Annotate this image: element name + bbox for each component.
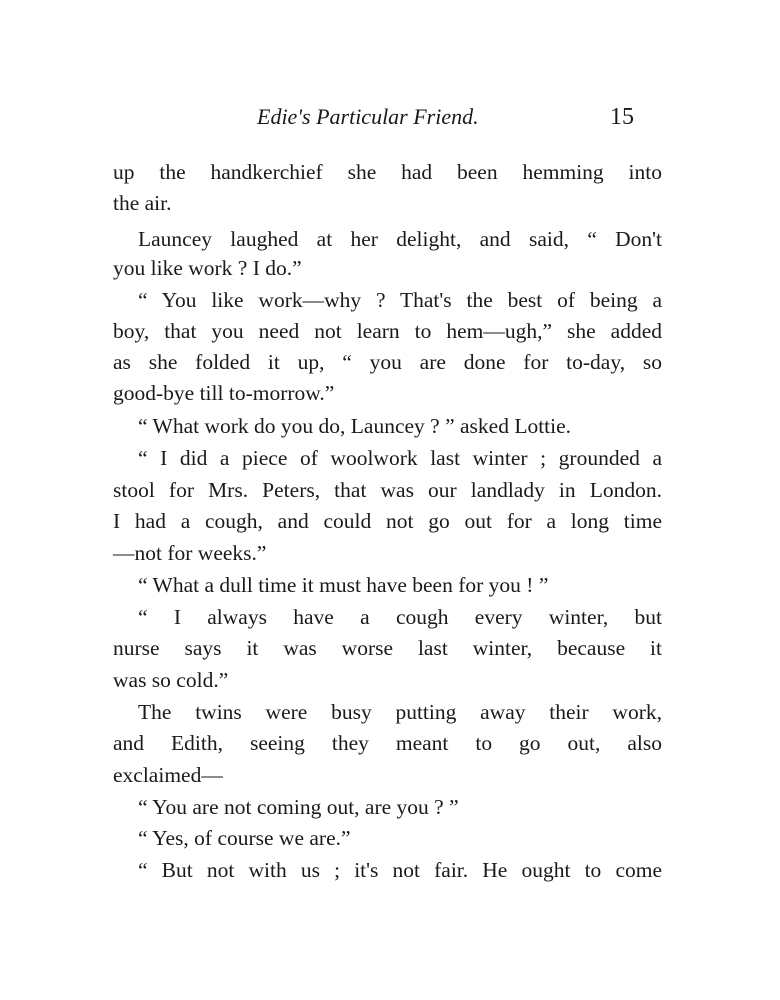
text-line: “ You like work—why ? That's the best of being a (138, 288, 662, 312)
text-line: Launcey laughed at her delight, and said, “ Don't (138, 227, 662, 251)
text-line: “ You are not coming out, are you ? ” (138, 795, 459, 819)
text-line: up the handkerchief she had been hemming into (113, 160, 662, 184)
text-line: “ Yes, of course we are.” (138, 826, 351, 850)
running-title: Edie's Particular Friend. (257, 104, 479, 129)
text-line: nurse says it was worse last winter, because it (113, 636, 662, 660)
text-line: The twins were busy putting away their work, (138, 700, 662, 724)
text-line: “ What a dull time it must have been for you ! ” (138, 573, 549, 597)
text-line: you like work ? I do.” (113, 256, 302, 280)
text-line: and Edith, seeing they meant to go out, also (113, 731, 662, 755)
text-line: boy, that you need not learn to hem—ugh,” she added (113, 319, 662, 343)
text-line: as she folded it up, “ you are done for to-day, so (113, 350, 662, 374)
text-line: the air. (113, 191, 172, 215)
text-line: “ I always have a cough every winter, but (138, 605, 662, 629)
text-line: was so cold.” (113, 668, 229, 692)
text-line: I had a cough, and could not go out for a long time (113, 509, 662, 533)
text-line: stool for Mrs. Peters, that was our landlady in London. (113, 478, 662, 502)
text-line: —not for weeks.” (113, 541, 267, 565)
page-number: 15 (610, 104, 634, 130)
text-line: “ But not with us ; it's not fair. He ought to come (138, 858, 662, 882)
text-line: exclaimed— (113, 763, 223, 787)
text-line: “ I did a piece of woolwork last winter ; grounded a (138, 446, 662, 470)
text-line: good-bye till to-morrow.” (113, 381, 335, 405)
text-line: “ What work do you do, Launcey ? ” asked Lottie. (138, 414, 572, 438)
